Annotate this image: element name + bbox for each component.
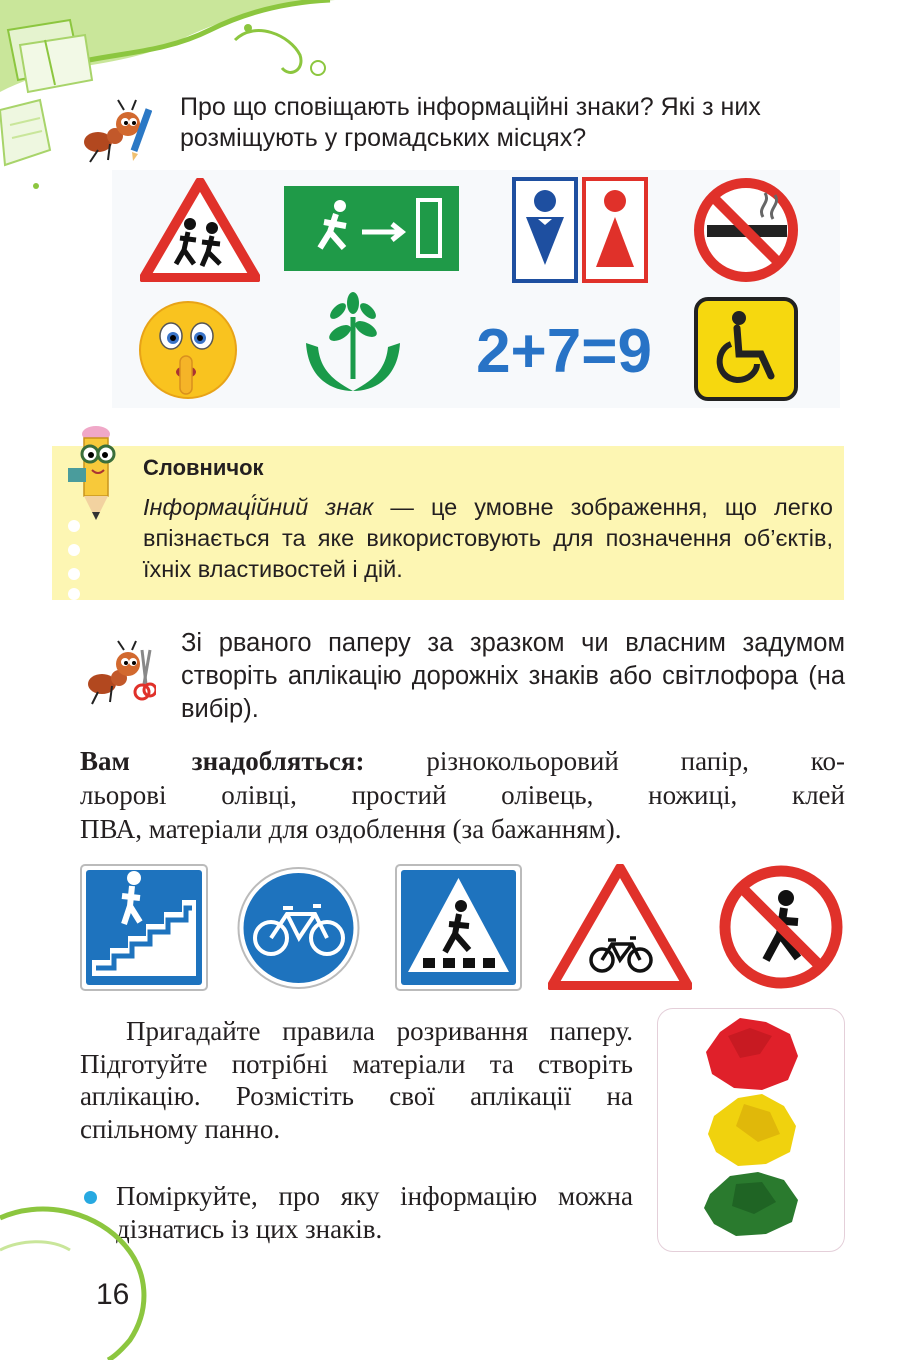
underground-crossing-sign [80, 864, 208, 991]
bicycle-path-sign [235, 866, 362, 990]
ant-with-pencil-icon [80, 98, 152, 164]
math-equation-sign [466, 316, 662, 382]
paper-traffic-light-image [700, 1014, 804, 1244]
materials-label: Вам знадобляться: [80, 746, 365, 776]
nature-hands-sign [300, 287, 406, 403]
emergency-exit-sign [284, 186, 459, 271]
glossary-term: Інформаці́йний знак [143, 494, 374, 520]
glossary-definition-text: — це умовне зображення, що легко впізнається та яке використовують для позначення об’єктів, їхніх властивостей і дій. [143, 494, 833, 582]
glossary-title: Словничок [143, 455, 264, 480]
no-smoking-sign [693, 177, 799, 283]
pedestrian-crossing-sign [395, 864, 522, 991]
ant-with-scissors-icon [84, 640, 156, 706]
materials-line-3: ПВА, матеріали для оздоблення (за бажанням). [80, 814, 622, 844]
glossary-definition [143, 492, 833, 585]
bullet-item [80, 1180, 633, 1245]
notebook-holes-decoration [66, 520, 82, 600]
materials-line-1 [80, 744, 845, 778]
quiet-emoji-sign [136, 296, 240, 404]
materials-text [80, 744, 845, 846]
wheelchair-access-sign [693, 296, 799, 402]
instructions-text [80, 1015, 633, 1145]
question-text: Про що сповіщають інформаційні знаки? Які з них розміщують у громадських місцях? [180, 93, 761, 152]
cyclists-warning-sign [548, 864, 692, 990]
page-number: 16 [96, 1278, 130, 1311]
materials-line-2: льорові олівці, простий олівець, ножиці, клей [80, 780, 845, 810]
task-text: Зі рваного паперу за зразком чи власним задумом створіть аплікацію дорожніх знаків або світлофора (на вибір). [181, 629, 845, 723]
no-pedestrians-sign [718, 864, 844, 990]
restroom-sign [512, 177, 650, 283]
pencil-character-icon [60, 422, 136, 522]
materials-line-1-rest: різнокольоровий папір, ко- [364, 746, 845, 776]
bottom-swirl-decoration [0, 1190, 160, 1360]
instructions-paragraph: Пригадайте правила розривання паперу. Підготуйте потрібні матеріали та створіть аплікацію. Розмістіть свої аплікації на спільному панно. [80, 1016, 633, 1144]
children-crossing-sign [140, 178, 260, 282]
bullet-text: Поміркуйте, про яку інформацію можна дізнатись із цих знаків. [116, 1181, 633, 1244]
equation-text: 2+7=9 [476, 317, 652, 382]
